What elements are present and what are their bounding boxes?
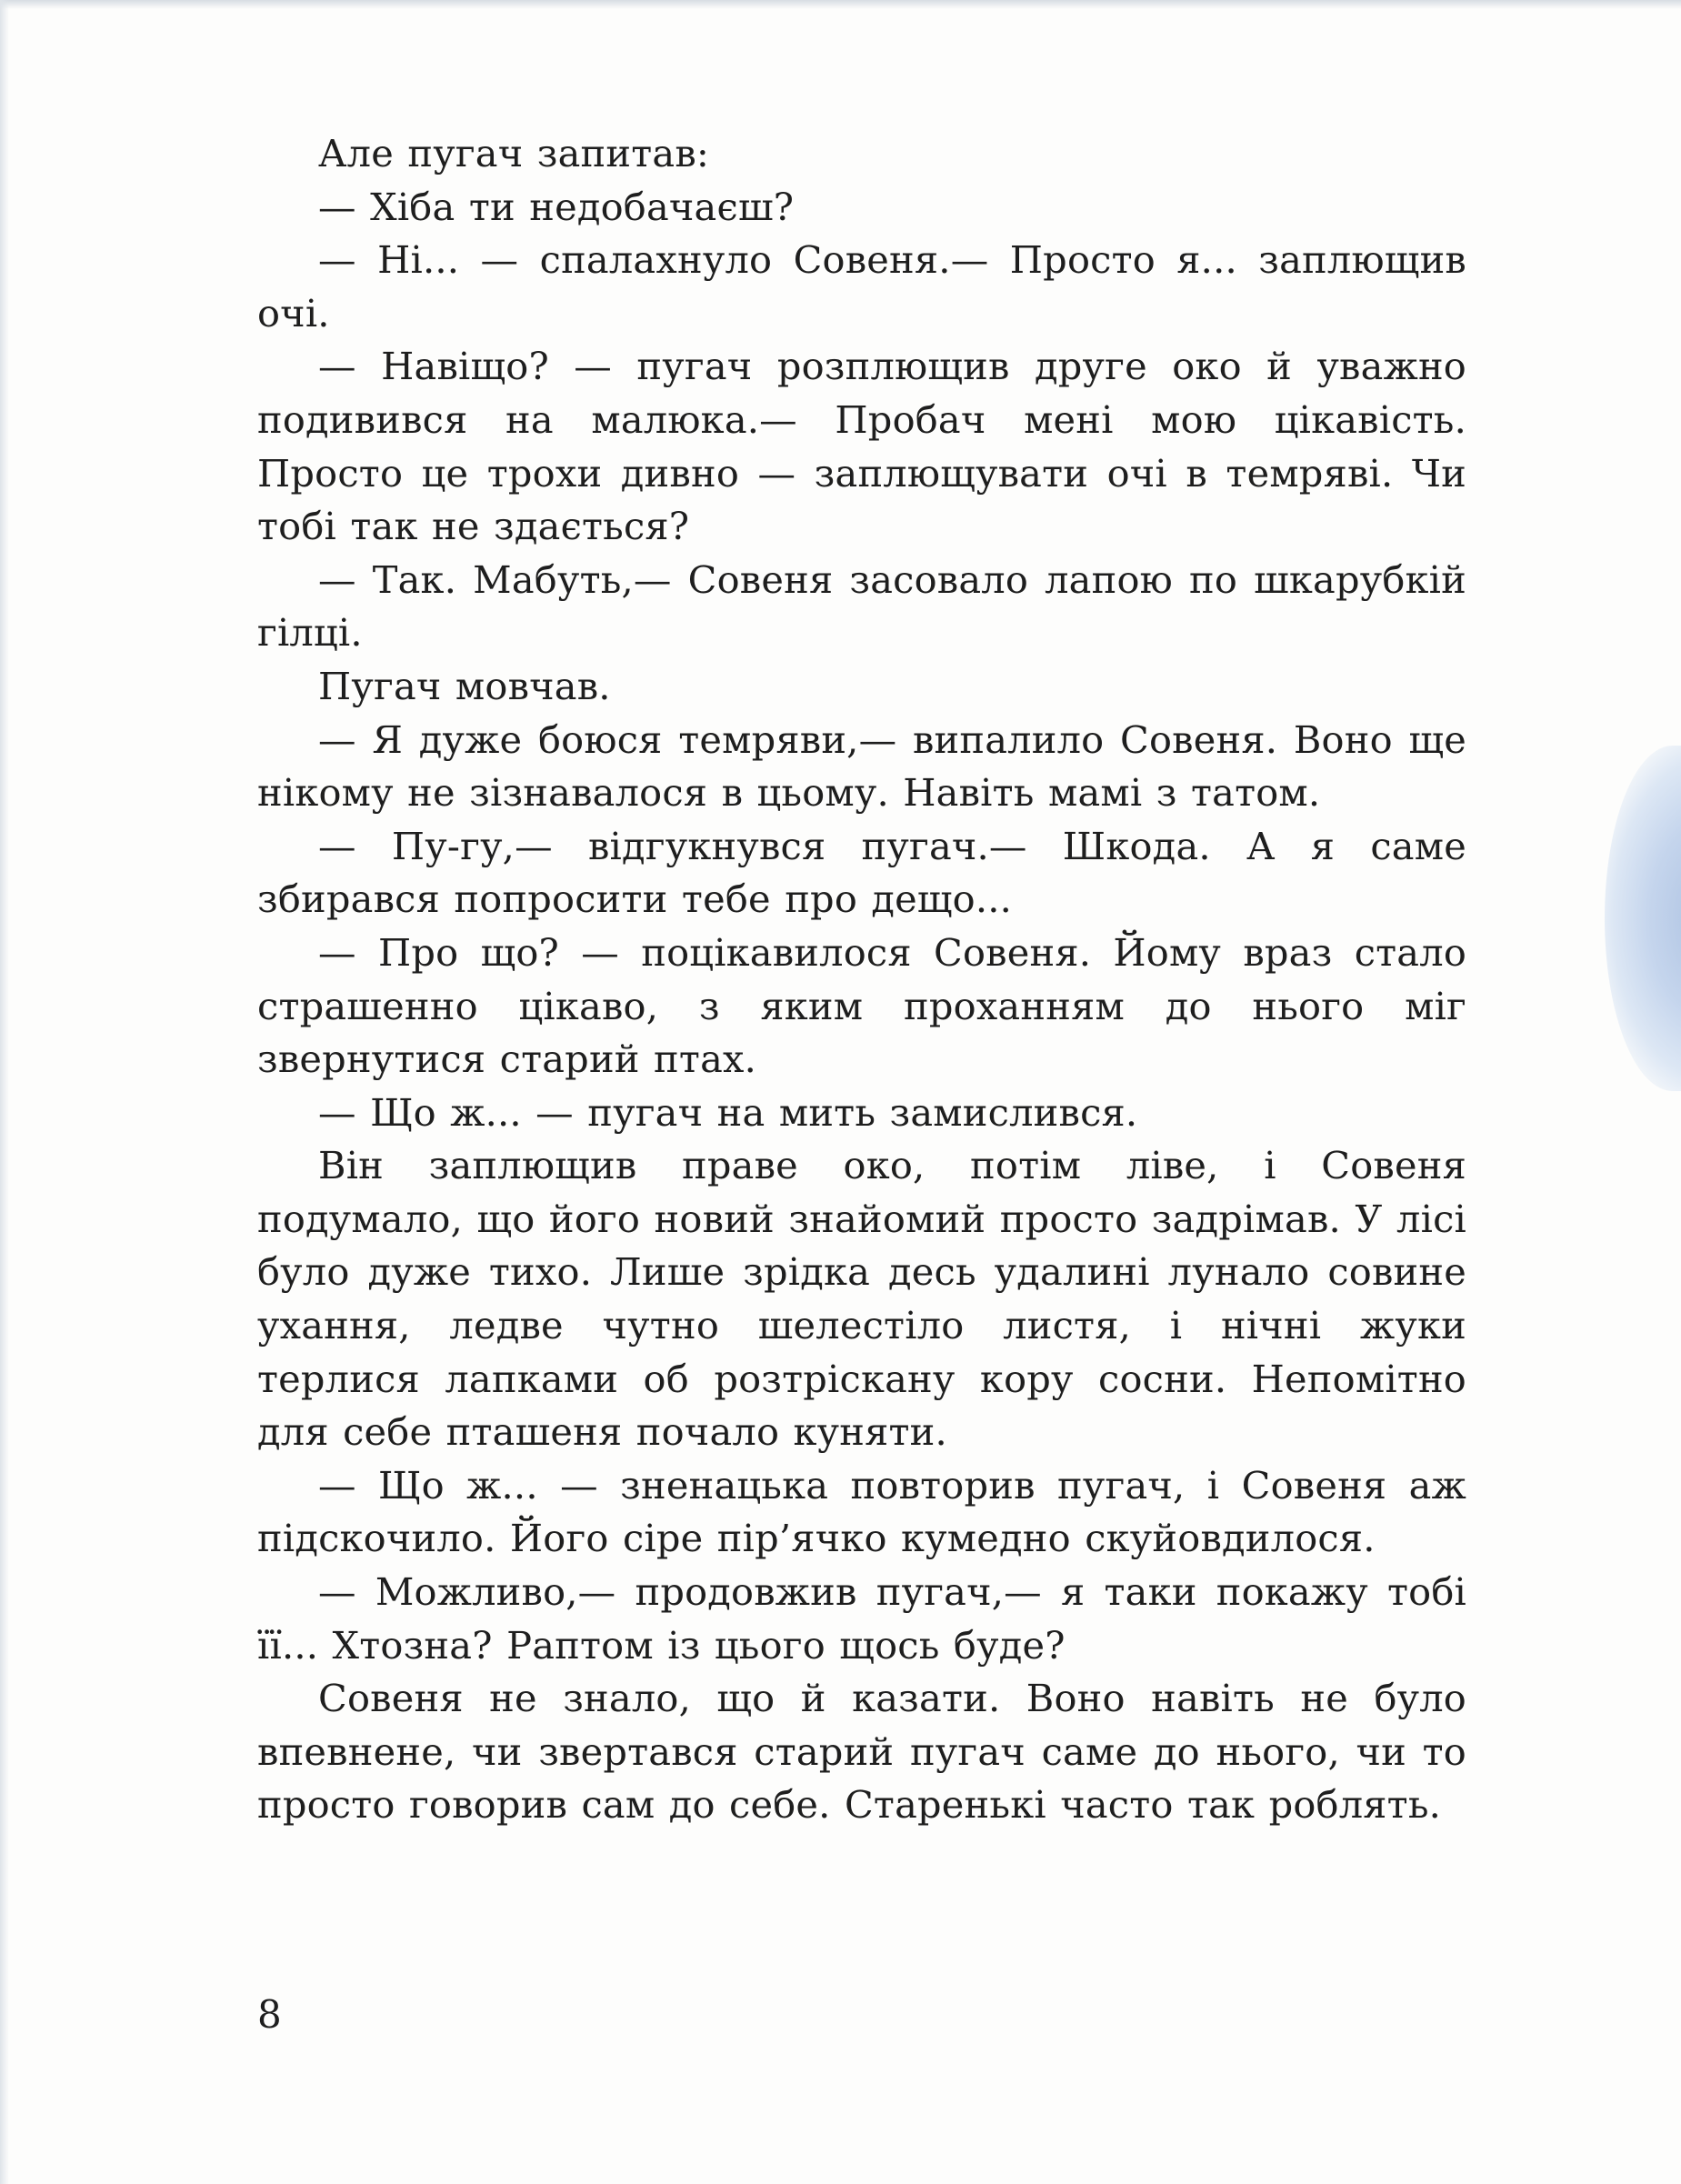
paragraph: — Можливо,— продовжив пугач,— я таки покажу тобі її... Хтозна? Раптом із цього щось буде? (257, 1569, 1466, 1668)
page-edge-shadow-left (0, 0, 9, 2184)
paragraph: — Що ж... — пугач на мить замислився. (318, 1089, 1138, 1135)
paragraph: — Хіба ти недобачаєш? (318, 184, 795, 229)
page-number: 8 (257, 1992, 282, 2037)
paragraph: — Ні... — спалахнуло Совеня.— Просто я... заплющив очі. (257, 237, 1466, 336)
paragraph: — Навіщо? — пугач розплющив друге око й уважно подивився на малюка.— Пробач мені мою цікавість. Просто це трохи дивно — заплющувати очі в темряві. Чи тобі так не здається? (257, 344, 1466, 549)
paragraph: — Про що? — поцікавилося Совеня. Йому враз стало страшенно цікаво, з яким проханням до нього міг звернутися старий птах. (257, 929, 1466, 1082)
watercolor-illustration-edge (1605, 746, 1681, 1091)
page-edge-shadow-top (0, 0, 1681, 9)
paragraph: — Я дуже боюся темряви,— випалило Совеня. Воно ще нікому не зізнавалося в цьому. Навіть мамі з татом. (257, 716, 1466, 816)
paragraph: — Так. Мабуть,— Совеня засовало лапою по шкарубкій гілці. (257, 556, 1466, 656)
paragraph: Пугач мовчав. (318, 663, 611, 708)
paragraph: Але пугач запитав: (318, 131, 710, 175)
paragraph: Совеня не знало, що й казати. Воно навіть не було впевнене, чи звертався старий пугач саме до нього, чи то просто говорив сам до себе. Старенькі часто так роблять. (257, 1676, 1466, 1828)
paragraph: — Пу-гу,— відгукнувся пугач.— Шкода. А я саме збирався попросити тебе про дещо... (257, 823, 1466, 922)
story-text (257, 127, 1466, 1832)
paragraph: Він заплющив праве око, потім ліве, і Совеня подумало, що його новий знайомий просто задрімав. У лісі було дуже тихо. Лише зрідка десь удалині лунало совине ухання, ледве чутно шелестіло листя, і нічні жуки терлися лапками об розтріскану кору сосни. Непомітно для себе пташеня почало куняти. (257, 1143, 1466, 1455)
paragraph: — Що ж... — зненацька повторив пугач, і Совеня аж підскочило. Його сіре пір’ячко кумедно скуйовдилося. (257, 1462, 1466, 1561)
